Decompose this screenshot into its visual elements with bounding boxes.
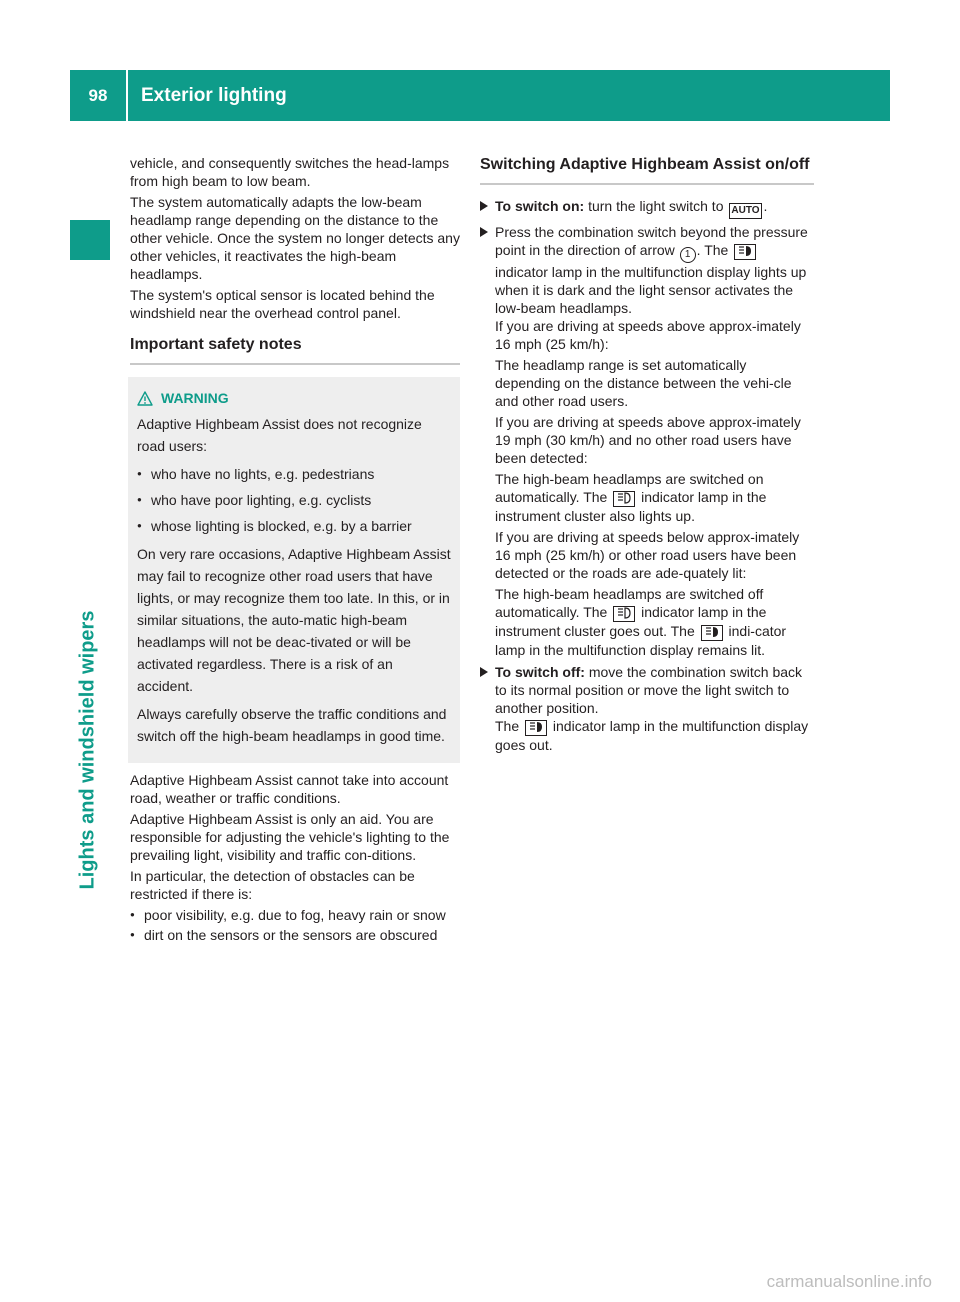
intro-paragraph: vehicle, and consequently switches the head-lamps from high beam to low beam. [130, 155, 450, 189]
highbeam-indicator-icon [613, 606, 635, 622]
instruction-step [480, 197, 814, 219]
warning-lead: Adaptive Highbeam Assist does not recognize road users: [137, 416, 422, 454]
step-text: turn the light switch to [588, 198, 724, 214]
warning-paragraph: Always carefully observe the traffic conditions and switch off the high-beam headlamps in good time. [137, 706, 447, 744]
step-text: indicator lamp in the instrument cluster goes out. The [495, 604, 767, 639]
step-text: . [696, 242, 701, 258]
step-text: Press the combination switch beyond the pressure point in the direction of arrow [495, 224, 808, 258]
step-text: indicator lamp in the multifunction display lights up when it is dark and the light sensor activates the low-beam headlamps. [495, 264, 807, 316]
body-paragraph: In particular, the detection of obstacles can be restricted if there is: [130, 868, 415, 902]
warning-header [137, 387, 452, 409]
warning-triangle-icon [137, 391, 153, 406]
step-arrow-icon [480, 667, 488, 677]
highbeam-assist-indicator-icon [734, 244, 756, 260]
instruction-step [480, 663, 814, 754]
page-title: Exterior lighting [141, 85, 287, 106]
step-arrow-icon [480, 201, 488, 211]
safety-heading: Important safety notes [130, 334, 460, 365]
step-text: The high-beam headlamps are switched on automatically. The [495, 471, 764, 505]
chapter-label: Lights and windshield wipers [76, 610, 99, 890]
list-item: ● poor visibility, e.g. due to fog, heavy rain or snow [130, 906, 460, 924]
step-label: To switch on: [495, 198, 585, 214]
warning-paragraph: On very rare occasions, Adaptive Highbeam Assist may fail to recognize other road users that have lights, or may recognize them too late. In this, or in similar situations, the auto-matic high-beam headlamps will not be deac-tivated or will be activated regardless. There is a risk of an accident. [137, 546, 451, 694]
intro-paragraph: The system's optical sensor is located behind the windshield near the overhead control panel. [130, 287, 435, 321]
list-item: ● who have poor lighting, e.g. cyclists [137, 489, 452, 511]
step-detail: The headlamp range is set automatically depending on the distance between the vehi-cle and other road users. [495, 357, 792, 409]
body-paragraph: Adaptive Highbeam Assist is only an aid. You are responsible for adjusting the vehicle's lighting to the prevailing light, visibility and traffic con-ditions. [130, 811, 450, 863]
step-detail: If you are driving at speeds above approx-imately 19 mph (30 km/h) and no other road users have been detected: [495, 414, 801, 466]
page-header [70, 70, 890, 121]
step-text: move the combination switch back to its normal position or move the light switch to another position. [495, 664, 803, 716]
step-text: indicator lamp in the instrument cluster also lights up. [495, 489, 767, 524]
watermark: carmanualsonline.info [766, 1272, 932, 1291]
step-text: . [763, 198, 768, 214]
intro-paragraph: The system automatically adapts the low-beam headlamp range depending on the distance to the other vehicle. Once the system no longer detects any other vehicles, it reactivates the high-beam headlamps. [130, 194, 460, 282]
step-text: The [704, 242, 729, 258]
section-tab-marker [70, 220, 110, 260]
step-label: To switch off: [495, 664, 585, 680]
step-detail: If you are driving at speeds below approx-imately 16 mph (25 km/h) or other road users have been detected or the roads are ade-quately lit: [495, 529, 800, 581]
highbeam-indicator-icon [613, 491, 635, 507]
list-item: ● who have no lights, e.g. pedestrians [137, 463, 452, 485]
step-text: indi-cator lamp in the multifunction display remains lit. [495, 623, 787, 658]
warning-bullet-list [137, 463, 452, 537]
step-text: The [495, 718, 520, 734]
step-arrow-icon [480, 227, 488, 237]
step-text: The high-beam headlamps are switched off automatically. The [495, 586, 764, 620]
highbeam-assist-indicator-icon [525, 720, 547, 736]
switching-heading: Switching Adaptive Highbeam Assist on/off [480, 154, 814, 185]
highbeam-assist-indicator-icon [701, 625, 723, 641]
body-paragraph: Adaptive Highbeam Assist cannot take into account road, weather or traffic conditions. [130, 772, 449, 806]
step-detail [495, 585, 814, 659]
obstacle-bullet-list [130, 906, 460, 944]
step-text: indicator lamp in the multifunction display goes out. [495, 718, 809, 753]
list-item: ● dirt on the sensors or the sensors are obscured [130, 926, 460, 944]
list-item: ● whose lighting is blocked, e.g. by a barrier [137, 515, 452, 537]
right-column [480, 154, 814, 758]
step-detail [495, 470, 814, 525]
arrow-number-icon: 1 [680, 247, 696, 263]
warning-title: WARNING [161, 390, 229, 406]
instruction-step [480, 223, 814, 659]
warning-box [128, 377, 460, 763]
left-column [130, 154, 460, 950]
auto-switch-icon: AUTO [729, 203, 761, 219]
step-detail: If you are driving at speeds above approx-imately 16 mph (25 km/h): [495, 318, 801, 352]
header-divider [126, 70, 128, 121]
page-number: 98 [88, 86, 108, 105]
